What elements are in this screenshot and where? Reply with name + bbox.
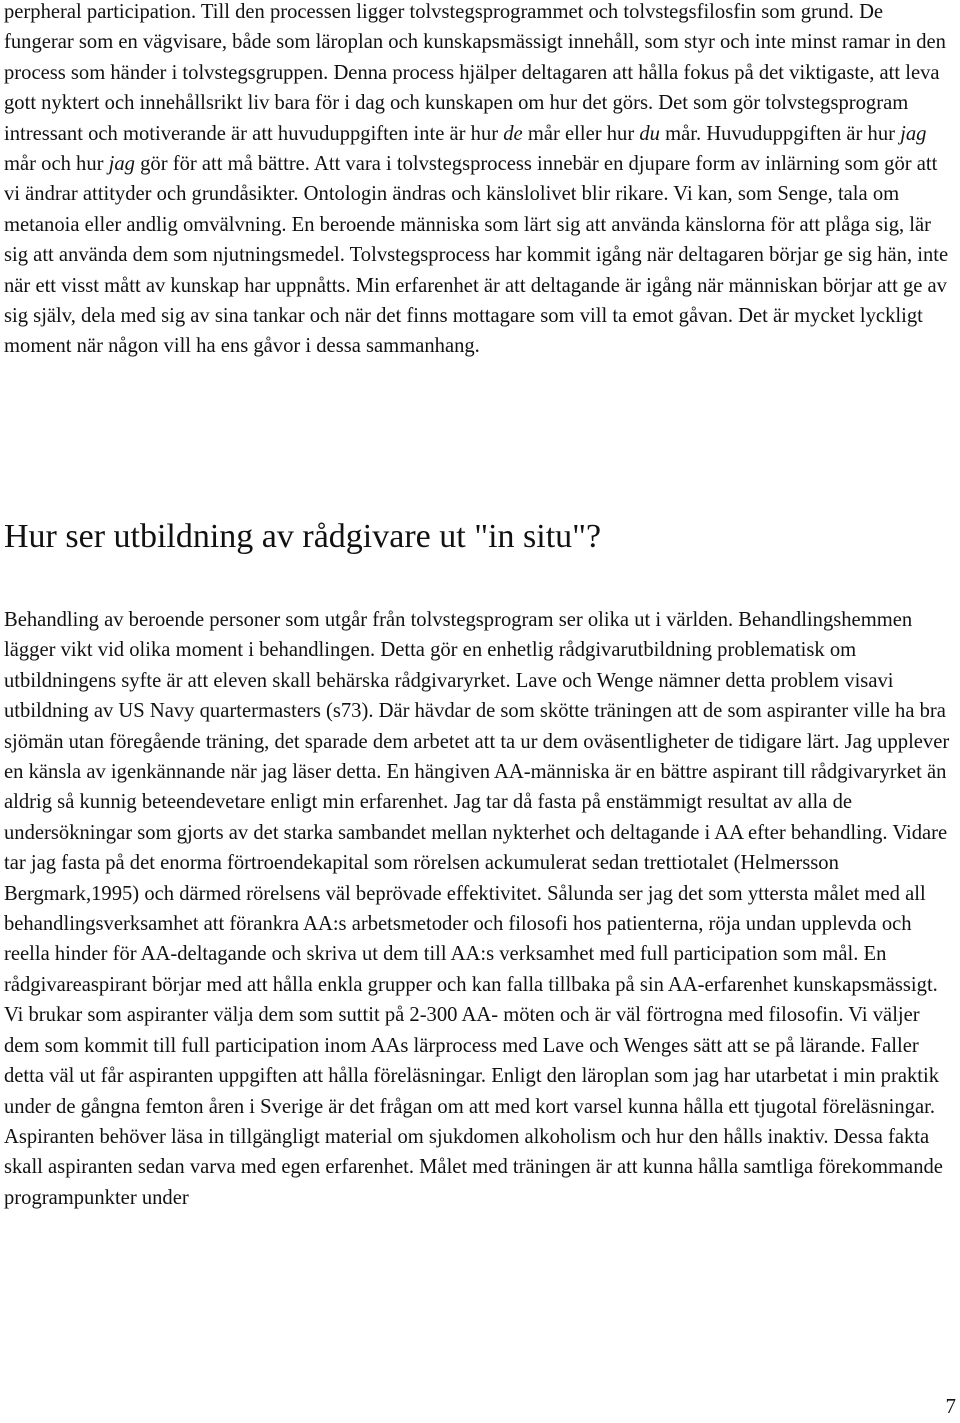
italic-run: de (503, 122, 523, 145)
italic-run: du (639, 122, 660, 145)
paragraph-participation: perpheral participation. Till den processen ligger tolvstegsprogrammet och tolvstegsfilosfin som grund. De fungerar som en vägvisare, både som läroplan och kunskapsmässigt innehåll, som styr och inte minst ramar in den process som händer i tolvstegsgruppen. Denna process hjälper deltagaren att hålla fokus på det viktigaste, att leva gott nyktert och innehållsrikt liv bara för i dag och kunskapen om hur det görs. Det som gör tolvstegsprogram intressant och motiverande är att huvuduppgiften inte är hur de mår eller hur du mår. Huvuduppgiften är hur jag mår och hur jag gör för att må bättre. Att vara i tolvstegsprocess innebär en djupare form av inlärning som gör att vi ändrar attityder och grundåsikter. Ontologin ändras och känslolivet blir rikare. Vi kan, som Senge, tala om metanoia eller andlig omvälvning. En beroende människa som lärt sig att använda känslorna för att plåga sig, lär sig att använda dem som njutningsmedel. Tolvstegsprocess har kommit igång när deltagaren börjar ge sig hän, inte när ett visst mått av kunskap har uppnåtts. Min erfarenhet är att deltagande är igång när människan börjar att ge av sig själv, dela med sig av sina tankar och när det finns mottagare som vill ta emot gåvan. Det är mycket lyckligt moment när någon vill ha ens gåvor i dessa sammanhang. (4, 1, 949, 358)
italic-run: jag (108, 153, 135, 176)
italic-run: jag (900, 122, 927, 145)
section-heading: Hur ser utbildning av rådgivare ut "in situ"? (4, 518, 602, 555)
paragraph-counselor-training: Behandling av beroende personer som utgår från tolvstegsprogram ser olika ut i världen. Behandlingshemmen lägger vikt vid olika moment i behandlingen. Detta gör en enhetlig rådgivarutbildning problematisk om utbildningens syfte är att eleven skall behärska rådgivaryrket. Lave och Wenge nämner detta problem visavi utbildning av US Navy quartermasters (s73). Där hävdar de som skötte träningen att de som aspiranter ville ha bra sjömän utan föregående träning, det sparade dem arbetet att ta ur dem oväsentligheter de tidigare lärt. Jag upplever en känsla av igenkännande när jag läser detta. En hängiven AA-människa är en bättre aspirant till rådgivaryrket än aldrig så kunnig beteendevetare enligt min erfarenhet. Jag tar då fasta på enstämmigt resultat av alla de undersökningar som gjorts av det starka sambandet mellan nykterhet och deltagande i AA efter behandling. Vidare tar jag fasta på det enorma förtroendekapital som rörelsen ackumulerat sedan trettiotalet (Helmersson Bergmark,1995) och därmed rörelsens väl beprövade effektivitet. Sålunda ser jag det som yttersta målet med all behandlingsverksamhet att förankra AA:s arbetsmetoder och filosofi hos patienterna, röja undan upplevda och reella hinder för AA-deltagande och skriva ut dem till AA:s verksamhet med full participation som mål. En rådgivareaspirant börjar med att hålla enkla grupper och kan falla tillbaka på sin AA-erfarenhet kunskapsmässigt. Vi brukar som aspiranter välja dem som suttit på 2-300 AA- möten och är väl förtrogna med filosofin. Vi väljer dem som kommit till full participation inom AAs lärprocess med Lave och Wenges sätt att se på lärande. Faller detta väl ut får aspiranten uppgiften att hålla föreläsningar. Enligt den läroplan som jag har utarbetat i min praktik under de gångna femton åren i Sverige är det frågan om att med kort varsel kunna hålla ett tjugotal föreläsningar. Aspiranten behöver läsa in tillgängligt material om sjukdomen alkoholism och hur den hålls inaktiv. Dessa fakta skall aspiranten sedan varva med egen erfarenhet. Målet med träningen är att kunna hålla samtliga förekommande programpunkter under (4, 609, 950, 1209)
page-number: 7 (945, 1394, 956, 1418)
